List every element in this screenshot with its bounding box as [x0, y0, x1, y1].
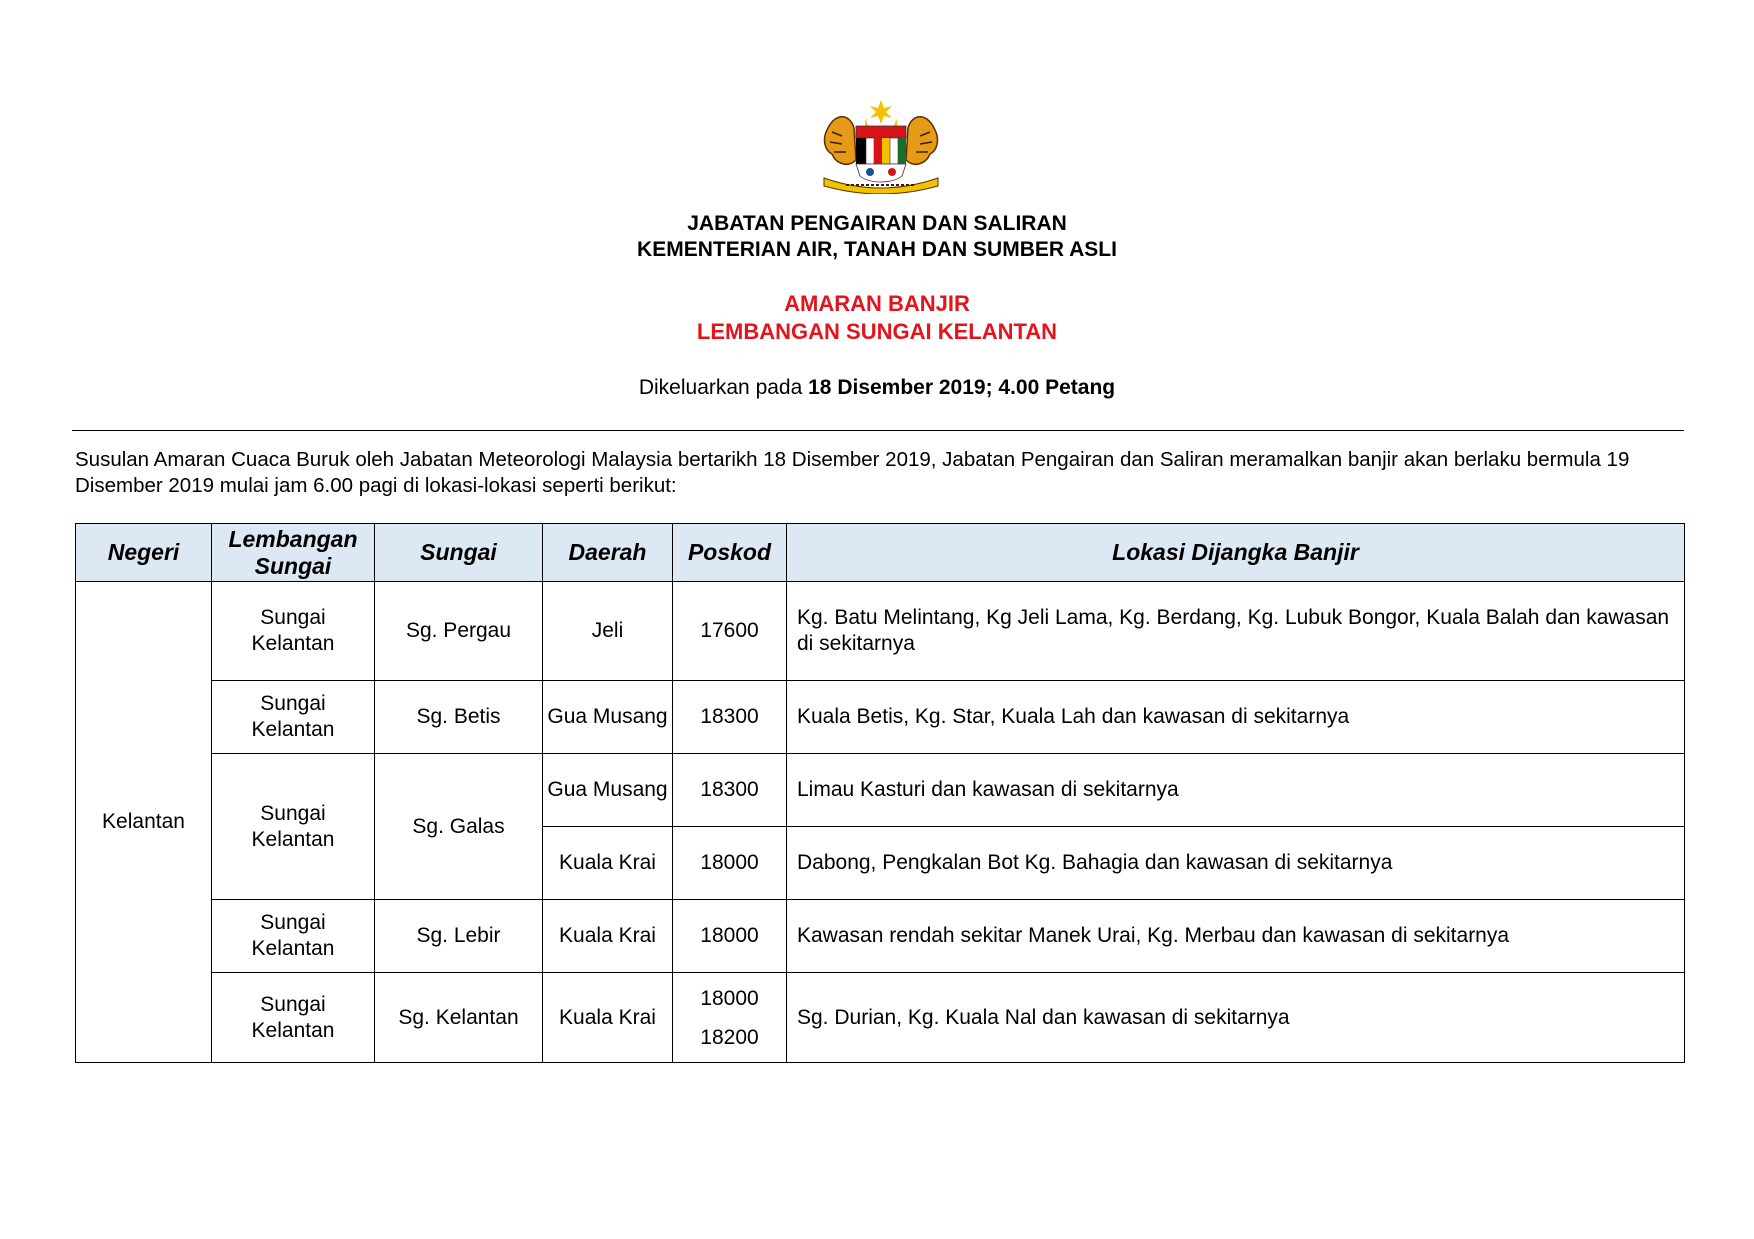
cell-daerah: Gua Musang — [543, 754, 673, 827]
malaysia-coat-of-arms-icon — [818, 98, 944, 194]
cell-lokasi: Kuala Betis, Kg. Star, Kuala Lah dan kawasan di sekitarnya — [787, 681, 1685, 754]
cell-lembangan: Sungai Kelantan — [212, 973, 375, 1063]
flood-warning-table — [75, 523, 1685, 1063]
cell-daerah: Gua Musang — [543, 681, 673, 754]
header-lokasi: Lokasi Dijangka Banjir — [787, 524, 1685, 582]
cell-poskod: 17600 — [673, 582, 787, 681]
poskod-value: 18000 — [700, 986, 759, 1010]
cell-lokasi: Sg. Durian, Kg. Kuala Nal dan kawasan di sekitarnya — [787, 973, 1685, 1063]
table-row — [76, 582, 1685, 681]
table-row — [76, 973, 1685, 1063]
intro-paragraph: Susulan Amaran Cuaca Buruk oleh Jabatan Meteorologi Malaysia bertarikh 18 Disember 2019, Jabatan Pengairan dan Saliran meramalkan banjir akan berlaku bermula 19 Disember 2019 mulai jam 6.00 pagi di lokasi-lokasi seperti berikut: — [75, 448, 1630, 497]
issued-line — [0, 376, 1754, 400]
cell-lokasi: Kawasan rendah sekitar Manek Urai, Kg. Merbau dan kawasan di sekitarnya — [787, 900, 1685, 973]
divider-line — [72, 430, 1684, 431]
ministry-name: KEMENTERIAN AIR, TANAH DAN SUMBER ASLI — [637, 238, 1117, 261]
header-sungai: Sungai — [375, 524, 543, 582]
header-poskod: Poskod — [673, 524, 787, 582]
cell-sungai: Sg. Pergau — [375, 582, 543, 681]
issued-prefix: Dikeluarkan pada — [638, 376, 809, 399]
cell-poskod — [673, 973, 787, 1063]
cell-lembangan: Sungai Kelantan — [212, 900, 375, 973]
cell-lembangan: Sungai Kelantan — [212, 754, 375, 900]
cell-poskod: 18300 — [673, 754, 787, 827]
cell-daerah: Jeli — [543, 582, 673, 681]
cell-lokasi: Limau Kasturi dan kawasan di sekitarnya — [787, 754, 1685, 827]
department-name: JABATAN PENGAIRAN DAN SALIRAN — [687, 212, 1067, 235]
header-lembangan-sungai: Lembangan Sungai — [212, 524, 375, 582]
poskod-value: 18200 — [700, 1025, 759, 1049]
cell-daerah: Kuala Krai — [543, 827, 673, 900]
agency-heading — [0, 211, 1754, 263]
header-daerah: Daerah — [543, 524, 673, 582]
cell-poskod: 18000 — [673, 827, 787, 900]
cell-daerah: Kuala Krai — [543, 973, 673, 1063]
warning-title: AMARAN BANJIR — [784, 291, 970, 316]
cell-sungai: Sg. Kelantan — [375, 973, 543, 1063]
header-negeri: Negeri — [76, 524, 212, 582]
warning-subtitle: LEMBANGAN SUNGAI KELANTAN — [696, 319, 1058, 344]
cell-daerah: Kuala Krai — [543, 900, 673, 973]
table-header-row — [76, 524, 1685, 582]
cell-sungai: Sg. Galas — [375, 754, 543, 900]
cell-lembangan: Sungai Kelantan — [212, 582, 375, 681]
cell-negeri: Kelantan — [76, 582, 212, 1063]
cell-lokasi: Kg. Batu Melintang, Kg Jeli Lama, Kg. Berdang, Kg. Lubuk Bongor, Kuala Balah dan kawasan di sekitarnya — [787, 582, 1685, 681]
cell-lembangan: Sungai Kelantan — [212, 681, 375, 754]
cell-sungai: Sg. Lebir — [375, 900, 543, 973]
cell-poskod: 18000 — [673, 900, 787, 973]
issued-date: 18 Disember 2019; 4.00 Petang — [808, 376, 1116, 399]
cell-lokasi: Dabong, Pengkalan Bot Kg. Bahagia dan kawasan di sekitarnya — [787, 827, 1685, 900]
table-row — [76, 900, 1685, 973]
cell-poskod: 18300 — [673, 681, 787, 754]
table-row — [76, 754, 1685, 827]
warning-heading — [0, 290, 1754, 346]
table-row — [76, 681, 1685, 754]
cell-sungai: Sg. Betis — [375, 681, 543, 754]
